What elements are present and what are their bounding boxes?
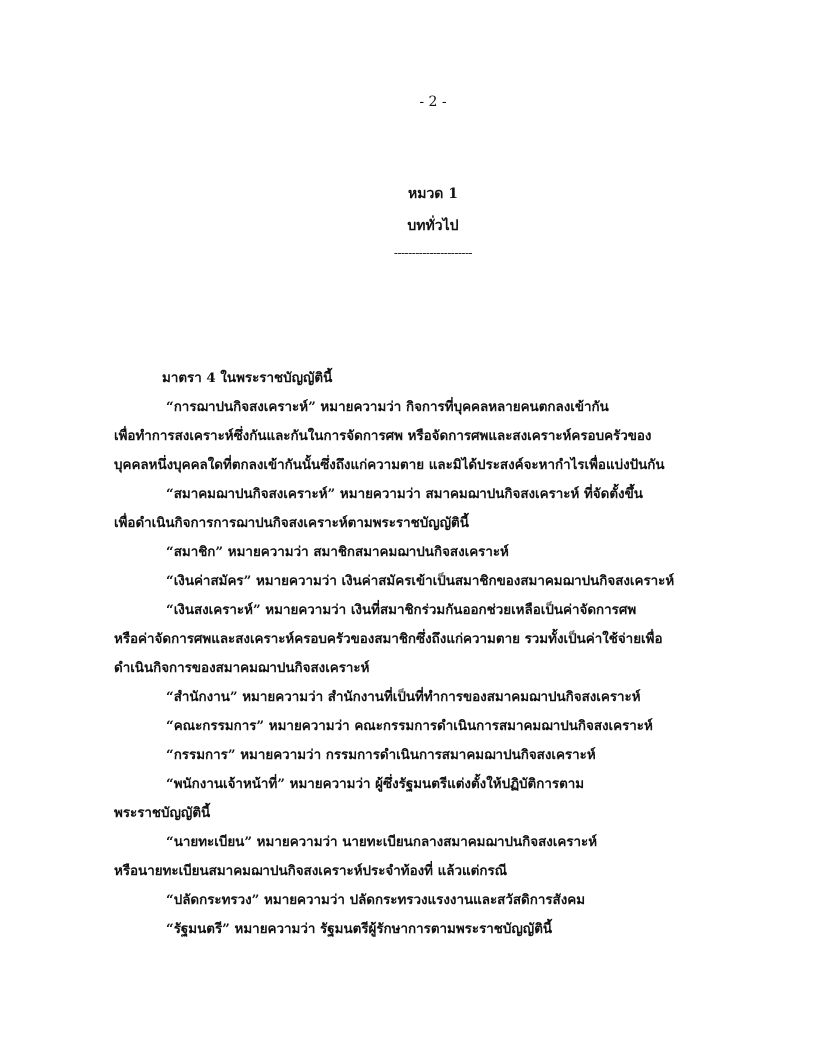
section-heading: มาตรา 4 ในพระราชบัญญัตินี้ — [162, 370, 333, 386]
definition-line: บุคคลหนึ่งบุคคลใดที่ตกลงเข้ากันนั้นซึ่งถึงแก่ความตาย และมิได้ประสงค์จะหากำไรเพื่อแบ่งปันกัน — [114, 457, 665, 473]
chapter-number: หมวด 1 — [407, 186, 459, 202]
chapter-title: บททั่วไป — [407, 218, 459, 234]
definition-line: ดำเนินกิจการของสมาคมฌาปนกิจสงเคราะห์ — [114, 660, 370, 676]
definition-line: “การฌาปนกิจสงเคราะห์” หมายความว่า กิจการที่บุคคลหลายคนตกลงเข้ากัน — [166, 399, 609, 415]
definition-line: “คณะกรรมการ” หมายความว่า คณะกรรมการดำเนินการสมาคมฌาปนกิจสงเคราะห์ — [166, 718, 653, 734]
definition-line: หรือนายทะเบียนสมาคมฌาปนกิจสงเคราะห์ประจำท้องที่ แล้วแต่กรณี — [114, 863, 508, 879]
definition-line: “พนักงานเจ้าหน้าที่” หมายความว่า ผู้ซึ่งรัฐมนตรีแต่งตั้งให้ปฏิบัติการตาม — [166, 776, 585, 792]
section-body — [114, 364, 714, 944]
definition-line: เพื่อดำเนินกิจการการฌาปนกิจสงเคราะห์ตามพระราชบัญญัตินี้ — [114, 515, 469, 531]
definition-line: เพื่อทำการสงเคราะห์ซึ่งกันและกันในการจัดการศพ หรือจัดการศพและสงเคราะห์ครอบครัวของ — [114, 428, 652, 444]
definition-line: “สมาคมฌาปนกิจสงเคราะห์” หมายความว่า สมาคมฌาปนกิจสงเคราะห์ ที่จัดตั้งขึ้น — [166, 486, 643, 502]
chapter-separator: ---------------------- — [393, 246, 473, 260]
definition-line: หรือค่าจัดการศพและสงเคราะห์ครอบครัวของสมาชิกซึ่งถึงแก่ความตาย รวมทั้งเป็นค่าใช้จ่ายเพื่อ — [114, 631, 663, 647]
definition-line: “เงินค่าสมัคร” หมายความว่า เงินค่าสมัครเข้าเป็นสมาชิกของสมาคมฌาปนกิจสงเคราะห์ — [166, 573, 675, 589]
definition-line: “สำนักงาน” หมายความว่า สำนักงานที่เป็นที่ทำการของสมาคมฌาปนกิจสงเคราะห์ — [166, 689, 641, 705]
page-number: - 2 - — [419, 94, 447, 110]
definition-line: “รัฐมนตรี” หมายความว่า รัฐมนตรีผู้รักษาการตามพระราชบัญญัตินี้ — [166, 921, 553, 937]
definition-line: พระราชบัญญัตินี้ — [114, 805, 211, 821]
definition-line: “ปลัดกระทรวง” หมายความว่า ปลัดกระทรวงแรงงานและสวัสดิการสังคม — [166, 892, 586, 908]
definition-line: “สมาชิก” หมายความว่า สมาชิกสมาคมฌาปนกิจสงเคราะห์ — [166, 544, 509, 560]
definition-line: “นายทะเบียน” หมายความว่า นายทะเบียนกลางสมาคมฌาปนกิจสงเคราะห์ — [166, 834, 598, 850]
definition-line: “กรรมการ” หมายความว่า กรรมการดำเนินการสมาคมฌาปนกิจสงเคราะห์ — [166, 747, 596, 763]
definition-line: “เงินสงเคราะห์” หมายความว่า เงินที่สมาชิกร่วมกันออกช่วยเหลือเป็นค่าจัดการศพ — [166, 602, 637, 618]
